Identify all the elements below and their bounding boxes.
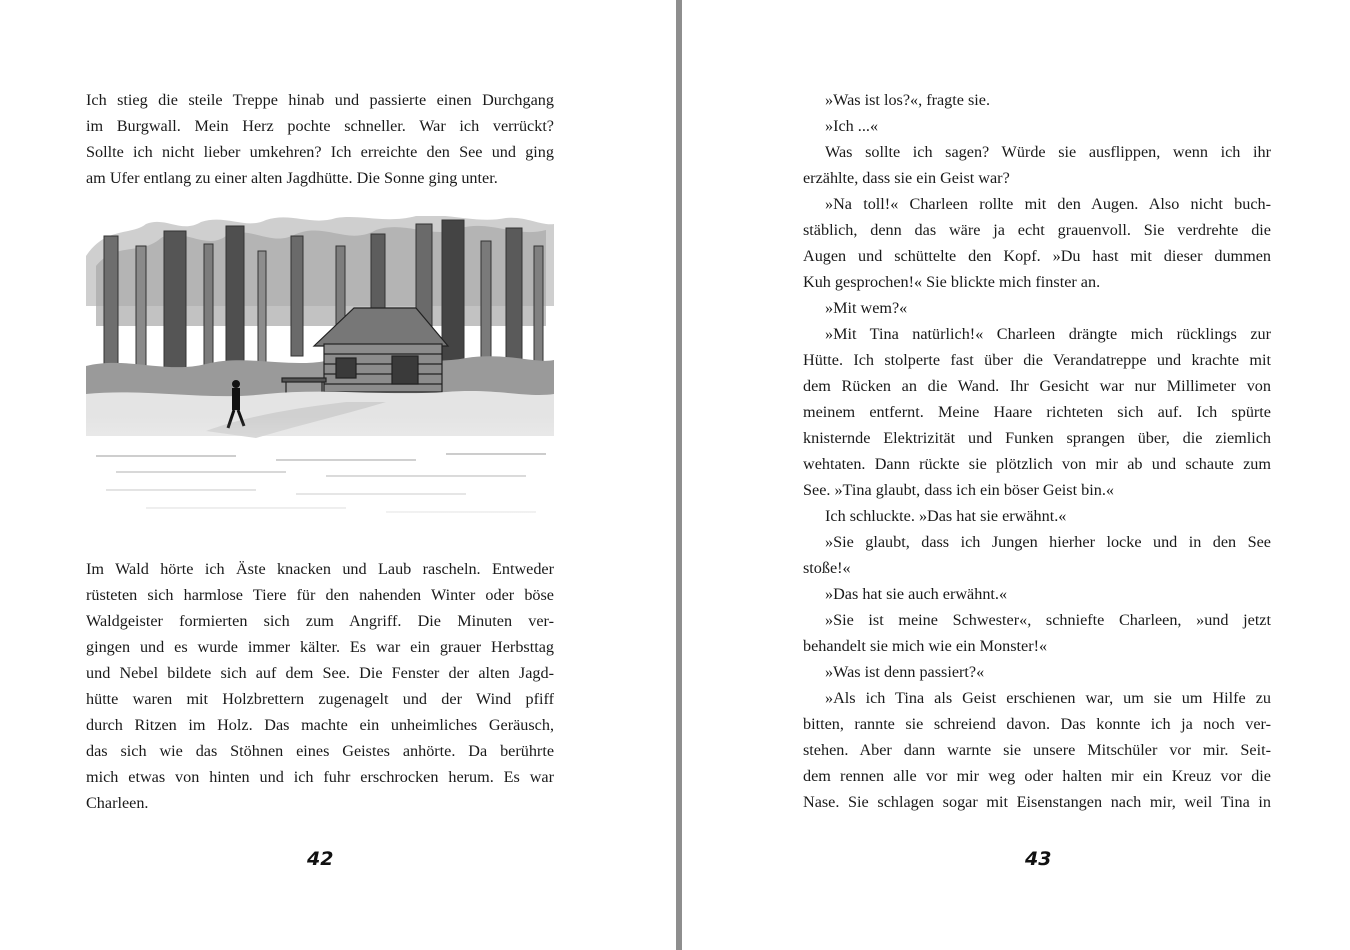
- text-line: Hütte. Ich stolperte fast über die Verandatreppe und krachte mit: [803, 351, 1271, 369]
- forest-cabin-illustration: [86, 216, 554, 534]
- text-line: gingen und es wurde immer kälter. Es war ein grauer Herbsttag: [86, 638, 554, 656]
- text-line: erzählte, dass sie ein Geist war?: [803, 169, 1010, 187]
- page-number: 43: [1025, 848, 1052, 870]
- text-line: »Sie ist meine Schwester«, schniefte Charleen, »und jetzt: [825, 611, 1271, 629]
- text-line: Nase. Sie schlagen sogar mit Eisenstangen nach mir, weil Tina in: [803, 793, 1271, 811]
- text-line: wehtaten. Dann rückte sie plötzlich von mir ab und schaute zum: [803, 455, 1271, 473]
- text-line: »Was ist denn passiert?«: [825, 663, 985, 681]
- text-line: stoße!«: [803, 559, 851, 577]
- text-line: »Mit Tina natürlich!« Charleen drängte mich rücklings zur: [825, 325, 1271, 343]
- text-line: mich etwas von hinten und ich fuhr erschrocken herum. Es war: [86, 768, 554, 786]
- text-line: rüsteten sich harmlose Tiere für den nahenden Winter oder böse: [86, 586, 554, 604]
- text-line: Waldgeister formierten sich zum Angriff. Die Minuten ver-: [86, 612, 554, 630]
- text-line: am Ufer entlang zu einer alten Jagdhütte. Die Sonne ging unter.: [86, 169, 498, 187]
- text-line: und Nebel bildete sich auf dem See. Die Fenster der alten Jagd-: [86, 664, 554, 682]
- text-line: das sich wie das Stöhnen eines Geistes anhörte. Da berührte: [86, 742, 554, 760]
- right-page: [682, 0, 1350, 950]
- page-number: 42: [307, 848, 334, 870]
- text-line: stehen. Aber dann warnte sie unsere Mitschüler vor mir. Seit-: [803, 741, 1271, 759]
- text-line: Charleen.: [86, 794, 149, 812]
- text-line: meinem entfernt. Meine Haare richteten sich auf. Ich spürte: [803, 403, 1271, 421]
- text-line: »Ich ...«: [825, 117, 879, 135]
- text-line: »Mit wem?«: [825, 299, 908, 317]
- text-line: stäblich, denn das wäre ja echt grauenvoll. Sie verdrehte die: [803, 221, 1271, 239]
- text-line: knisternde Elektrizität und Funken sprangen über, die ziemlich: [803, 429, 1271, 447]
- text-line: »Als ich Tina als Geist erschienen war, um sie um Hilfe zu: [825, 689, 1271, 707]
- text-line: Im Wald hörte ich Äste knacken und Laub rascheln. Entweder: [86, 560, 554, 578]
- text-line: behandelt sie mich wie ein Monster!«: [803, 637, 1048, 655]
- text-line: durch Ritzen im Holz. Das machte ein unheimliches Geräusch,: [86, 716, 554, 734]
- text-line: See. »Tina glaubt, dass ich ein böser Geist bin.«: [803, 481, 1114, 499]
- right-page-text: [803, 87, 1271, 815]
- text-line: im Burgwall. Mein Herz pochte schneller. War ich verrückt?: [86, 117, 554, 135]
- text-line: dem rennen alle vor mir weg oder halten mir ein Kreuz vor die: [803, 767, 1271, 785]
- text-line: »Sie glaubt, dass ich Jungen hierher locke und in den See: [825, 533, 1271, 551]
- text-line: bitten, rannte sie schreiend davon. Das konnte ich ja noch ver-: [803, 715, 1271, 733]
- text-line: Kuh gesprochen!« Sie blickte mich finster an.: [803, 273, 1101, 291]
- text-line: Sollte ich nicht lieber umkehren? Ich erreichte den See und ging: [86, 143, 554, 161]
- left-paragraph-1: [86, 87, 554, 191]
- text-line: Ich stieg die steile Treppe hinab und passierte einen Durchgang: [86, 91, 554, 109]
- text-line: »Na toll!« Charleen rollte mit den Augen. Also nicht buch-: [825, 195, 1271, 213]
- text-line: Ich schluckte. »Das hat sie erwähnt.«: [825, 507, 1067, 525]
- text-line: Augen und schüttelte den Kopf. »Du hast mit dieser dummen: [803, 247, 1271, 265]
- text-line: dem Rücken an die Wand. Ihr Gesicht war nur Millimeter von: [803, 377, 1271, 395]
- text-line: Was sollte ich sagen? Würde sie ausflippen, wenn ich ihr: [825, 143, 1271, 161]
- text-line: »Das hat sie auch erwähnt.«: [825, 585, 1008, 603]
- text-line: hütte waren mit Holzbrettern zugenagelt und der Wind pfiff: [86, 690, 554, 708]
- left-paragraph-2: [86, 556, 554, 816]
- text-line: »Was ist los?«, fragte sie.: [825, 91, 991, 109]
